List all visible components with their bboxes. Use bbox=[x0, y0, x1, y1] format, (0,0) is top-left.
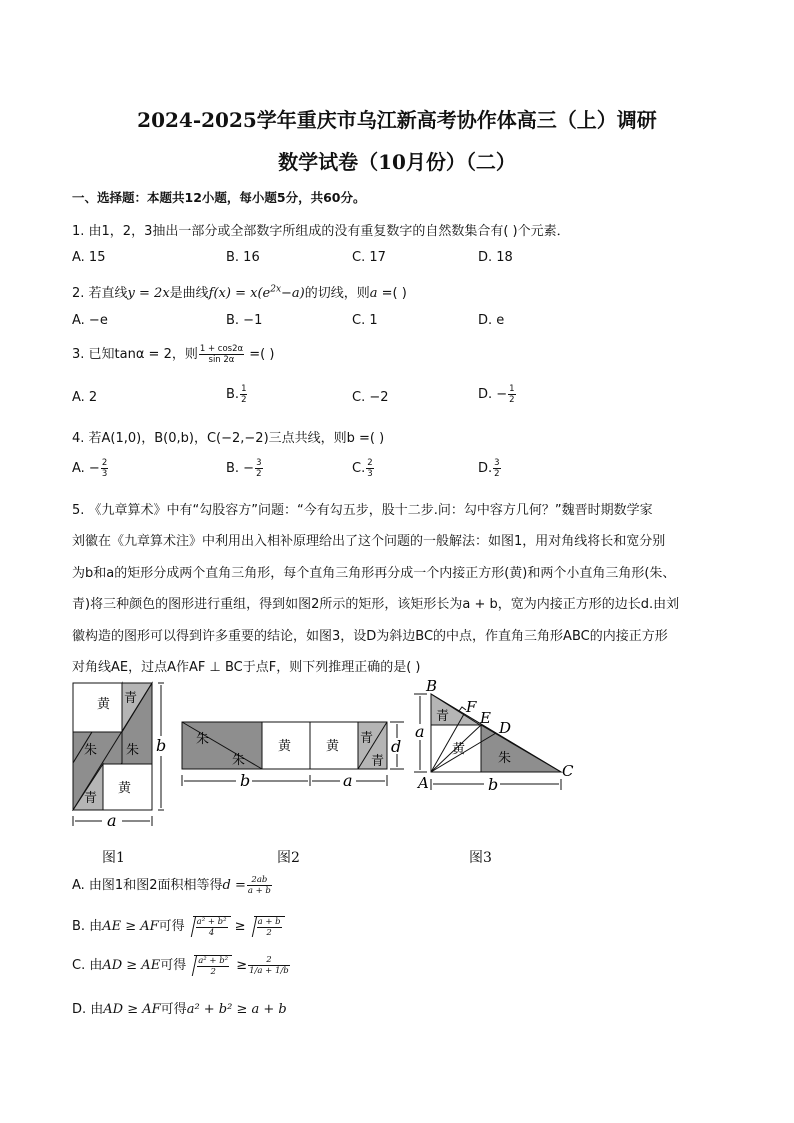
q5-a-num: 2ab bbox=[247, 875, 272, 886]
q5-line-2: 刘徽在《九章算术注》中利用出入相补原理给出了这个问题的一般解法：如图1，用对角线将长和宽分别 bbox=[72, 534, 666, 549]
fig2-label-huang-1: 黄 bbox=[278, 739, 292, 754]
q5-c-text: C. 由 bbox=[72, 958, 103, 973]
question-2-stem bbox=[72, 282, 407, 301]
q3-d-den: 2 bbox=[509, 395, 515, 405]
q4-option-b bbox=[226, 458, 264, 479]
q5-c-n2: 2 bbox=[248, 955, 290, 966]
q2-eq2: f(x) = x(e bbox=[208, 286, 271, 301]
fig2-label-d: d bbox=[391, 737, 402, 756]
q3-option-d-frac bbox=[508, 384, 515, 405]
fig3-label-b: b bbox=[488, 775, 499, 794]
q3-b-den: 2 bbox=[241, 395, 247, 405]
fig2-label-a: a bbox=[343, 771, 353, 790]
q3-option-d-label: D. − bbox=[478, 387, 508, 402]
q4-b-frac bbox=[255, 458, 262, 479]
q2-eq2-end: −a) bbox=[281, 286, 305, 301]
fig2-label-huang-2: 黄 bbox=[326, 739, 340, 754]
q3-option-a: A. 2 bbox=[72, 390, 98, 405]
q4-b-num: 3 bbox=[256, 458, 262, 468]
fig2-label-qing-top: 青 bbox=[360, 731, 374, 746]
q5-b-n2: a + b bbox=[257, 916, 281, 927]
q5-d-expr: a² + b² ≥ a + b bbox=[186, 1002, 287, 1017]
q5-b-d1: 4 bbox=[208, 927, 215, 938]
q3-frac-den: sin 2α bbox=[208, 355, 235, 365]
q2-text-a: 2. 若直线 bbox=[72, 286, 128, 301]
q5-c-d2: 1/a + 1/b bbox=[249, 966, 289, 976]
q4-b-den: 2 bbox=[256, 469, 262, 479]
q3-option-b-label: B. bbox=[226, 387, 240, 402]
fig2-label-b: b bbox=[240, 771, 251, 790]
q5-line-5: 徽构造的图形可以得到许多重要的结论，如图3，设D为斜边BC的中点，作直角三角形ABC的内接正方形 bbox=[72, 629, 668, 644]
section-desc: 本题共12小题，每小题5分，共60分。 bbox=[147, 190, 366, 205]
figure-3-caption: 图3 bbox=[469, 850, 492, 866]
q5-c-ge: ≥ bbox=[236, 958, 248, 973]
page-title: 2024-2025学年重庆市乌江新高考协作体高三（上）调研 bbox=[137, 108, 657, 132]
q4-d-frac bbox=[493, 458, 500, 479]
fig1-label-huang-bottom: 黄 bbox=[118, 781, 132, 796]
q5-line-1: 5. 《九章算术》中有“勾股容方”问题：“今有勾五步，股十二步.问：勾中容方几何？”魏晋时期数学家 bbox=[72, 503, 653, 518]
q5-b-sqrt-2 bbox=[254, 916, 285, 938]
question-4-stem: 4. 若A(1,0)，B(0,b)，C(−2,−2)三点共线，则b =( ) bbox=[72, 431, 385, 446]
q4-option-a bbox=[72, 458, 109, 479]
q2-eq2-sup: 2x bbox=[270, 284, 282, 295]
q5-c-n1: a² + b² bbox=[198, 955, 229, 966]
fig3-label-E: E bbox=[480, 709, 491, 727]
q5-line-3: 为b和a的矩形分成两个直角三角形，每个直角三角形再分成一个内接正方形(黄)和两个小直角三角形(朱、 bbox=[72, 566, 676, 581]
q3-frac-num: 1 + cos2α bbox=[199, 344, 244, 354]
q5-b-frac-1 bbox=[196, 917, 228, 938]
q2-option-d: D. e bbox=[478, 313, 505, 328]
question-3-stem bbox=[72, 343, 274, 365]
q5-a-frac bbox=[247, 875, 272, 896]
q4-c-den: 3 bbox=[367, 469, 373, 479]
question-1-stem: 1. 由1，2，3抽出一部分或全部数字所组成的没有重复数字的自然数集合有( )个元素． bbox=[72, 224, 570, 239]
q4-a-den: 3 bbox=[101, 469, 108, 479]
q5-d-mid: 可得 bbox=[160, 1002, 187, 1017]
q3-text-a: 3. 已知tanα = 2，则 bbox=[72, 347, 198, 362]
q4-d-num: 3 bbox=[494, 458, 500, 468]
fig3-label-C: C bbox=[562, 762, 574, 780]
fig3-label-D: D bbox=[499, 719, 512, 737]
q5-c-mid: 可得 bbox=[160, 958, 187, 973]
q1-option-b: B. 16 bbox=[226, 250, 260, 265]
q5-b-n1: a² + b² bbox=[196, 916, 227, 927]
q5-figures bbox=[0, 676, 794, 876]
q4-d-label: D. bbox=[478, 461, 493, 476]
fig3-label-a: a bbox=[415, 722, 425, 741]
q4-a-frac bbox=[101, 458, 108, 479]
q5-b-sqrt-1 bbox=[193, 916, 231, 938]
q3-text-b: =( ) bbox=[245, 347, 275, 362]
fig2-label-zhu-top: 朱 bbox=[196, 732, 210, 747]
figure-2-caption: 图2 bbox=[277, 850, 300, 866]
q4-c-frac bbox=[366, 458, 373, 479]
q5-c-sqrt bbox=[194, 955, 232, 977]
q2-option-a: A. −e bbox=[72, 313, 108, 328]
q5-b-text: B. 由 bbox=[72, 919, 103, 934]
fig3-label-zhu: 朱 bbox=[498, 751, 512, 766]
q2-eq1: y = 2x bbox=[127, 286, 170, 301]
fig3-label-qing: 青 bbox=[436, 709, 450, 724]
page-subtitle: 数学试卷（10月份）（二） bbox=[278, 150, 516, 174]
fig1-label-qing-bottom: 青 bbox=[84, 791, 98, 806]
q1-option-c: C. 17 bbox=[352, 250, 386, 265]
fig3-label-B: B bbox=[426, 677, 438, 695]
q5-b-mid: 可得 bbox=[158, 919, 185, 934]
q2-text-b: 是曲线 bbox=[169, 286, 209, 301]
q3-option-b-frac bbox=[240, 384, 247, 405]
fig1-label-huang-top: 黄 bbox=[97, 697, 111, 712]
q5-b-ge: ≥ bbox=[234, 919, 246, 934]
q3-fraction bbox=[199, 344, 244, 365]
q3-option-c: C. −2 bbox=[352, 390, 389, 405]
fig2-label-qing-bottom: 青 bbox=[371, 754, 385, 769]
q5-option-a bbox=[72, 874, 273, 896]
q5-c-math: AD ≥ AE bbox=[102, 958, 161, 973]
section-heading bbox=[72, 188, 366, 206]
q5-a-text: A. 由图1和图2面积相等得 bbox=[72, 878, 223, 893]
fig1-label-zhu-right: 朱 bbox=[126, 743, 140, 758]
q4-b-label: B. − bbox=[226, 461, 255, 476]
q1-option-a: A. 15 bbox=[72, 250, 106, 265]
q4-c-num: 2 bbox=[367, 458, 373, 468]
q4-option-c bbox=[352, 458, 375, 479]
q5-d-text: D. 由 bbox=[72, 1002, 104, 1017]
fig1-label-a: a bbox=[107, 811, 117, 830]
q4-a-num: 2 bbox=[101, 458, 108, 468]
q5-line-4: 青)将三种颜色的图形进行重组，得到如图2所示的矩形，该矩形长为a + b，宽为内接正方形的边长d.由刘 bbox=[72, 597, 680, 612]
q2-option-b: B. −1 bbox=[226, 313, 263, 328]
q3-b-num: 1 bbox=[241, 384, 247, 394]
q2-eq3: a bbox=[369, 286, 378, 301]
figure-1-caption: 图1 bbox=[102, 850, 125, 866]
fig3-label-F: F bbox=[466, 698, 477, 716]
q4-d-den: 2 bbox=[494, 469, 500, 479]
q5-option-c bbox=[72, 954, 291, 977]
q5-a-den: a + b bbox=[247, 886, 271, 896]
fig2-label-zhu-bottom: 朱 bbox=[232, 753, 246, 768]
q3-d-num: 1 bbox=[509, 384, 515, 394]
q3-option-d bbox=[478, 384, 517, 405]
q5-c-frac-1 bbox=[197, 956, 229, 977]
q5-c-frac-2 bbox=[248, 955, 290, 976]
fig1-label-qing-top: 青 bbox=[124, 691, 138, 706]
q5-option-b bbox=[72, 915, 285, 938]
q3-option-b bbox=[226, 384, 248, 405]
q5-b-frac-2 bbox=[257, 917, 282, 938]
q1-option-d: D. 18 bbox=[478, 250, 513, 265]
q2-text-c: 的切线，则 bbox=[304, 286, 370, 301]
q2-option-c: C. 1 bbox=[352, 313, 378, 328]
q5-b-math: AE ≥ AF bbox=[102, 919, 159, 934]
q5-c-d1: 2 bbox=[210, 966, 216, 977]
section-label: 一、选择题： bbox=[72, 190, 148, 205]
fig3-label-huang: 黄 bbox=[452, 742, 466, 757]
q4-option-d bbox=[478, 458, 502, 479]
q5-line-6: 对角线AE，过点A作AF ⊥ BC于点F，则下列推理正确的是( ) bbox=[72, 660, 421, 675]
fig3-right-angle-F bbox=[459, 707, 466, 711]
q4-a-label: A. − bbox=[72, 461, 100, 476]
fig1-label-b: b bbox=[156, 736, 167, 755]
q5-b-d2: 2 bbox=[266, 927, 272, 938]
q5-d-math: AD ≥ AF bbox=[103, 1002, 161, 1017]
q5-a-math: d = bbox=[222, 878, 246, 893]
q4-c-label: C. bbox=[352, 461, 366, 476]
fig1-label-zhu-left: 朱 bbox=[84, 743, 98, 758]
fig3-label-A: A bbox=[418, 774, 429, 792]
q5-option-d bbox=[72, 998, 287, 1017]
q2-text-d: =( ) bbox=[377, 286, 407, 301]
